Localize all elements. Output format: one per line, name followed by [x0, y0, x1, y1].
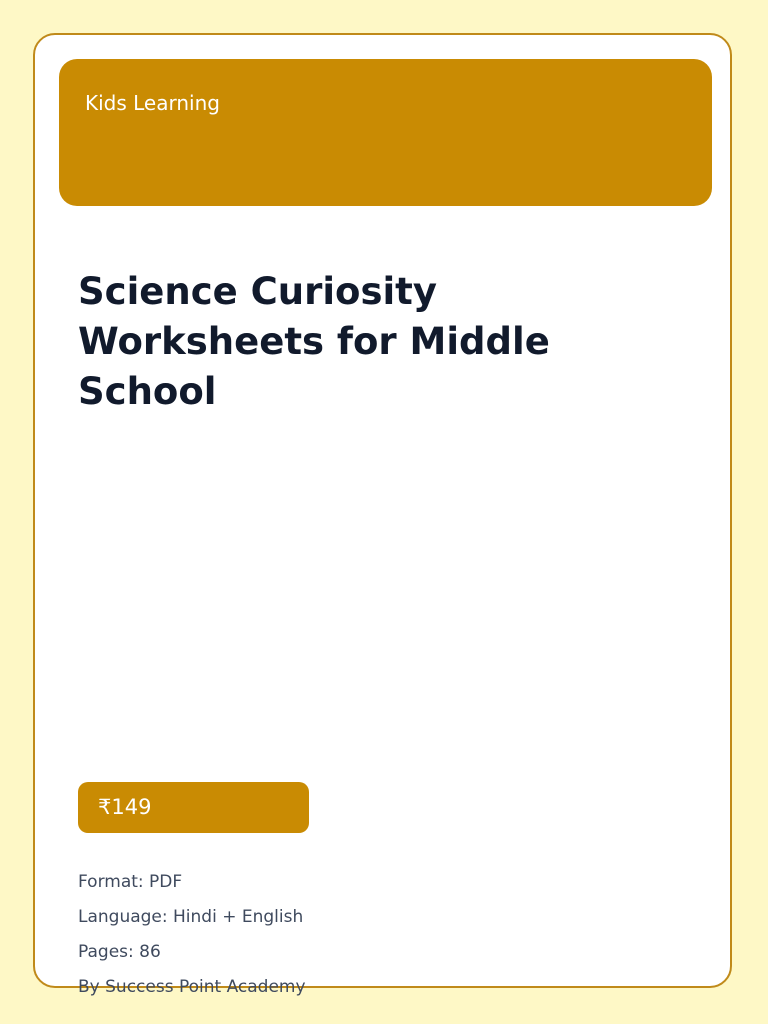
format-info: Format: PDF: [78, 872, 183, 892]
category-banner: [59, 59, 712, 206]
product-card: [33, 33, 732, 997]
page-count-info: Pages: 86: [78, 942, 161, 962]
product-title: Science Curiosity Worksheets for Middle School: [78, 270, 550, 413]
category-label: Kids Learning: [85, 91, 220, 115]
author-info: By Success Point Academy: [78, 977, 306, 997]
price-badge: ₹149: [78, 782, 309, 833]
language-info: Language: Hindi + English: [78, 907, 304, 927]
